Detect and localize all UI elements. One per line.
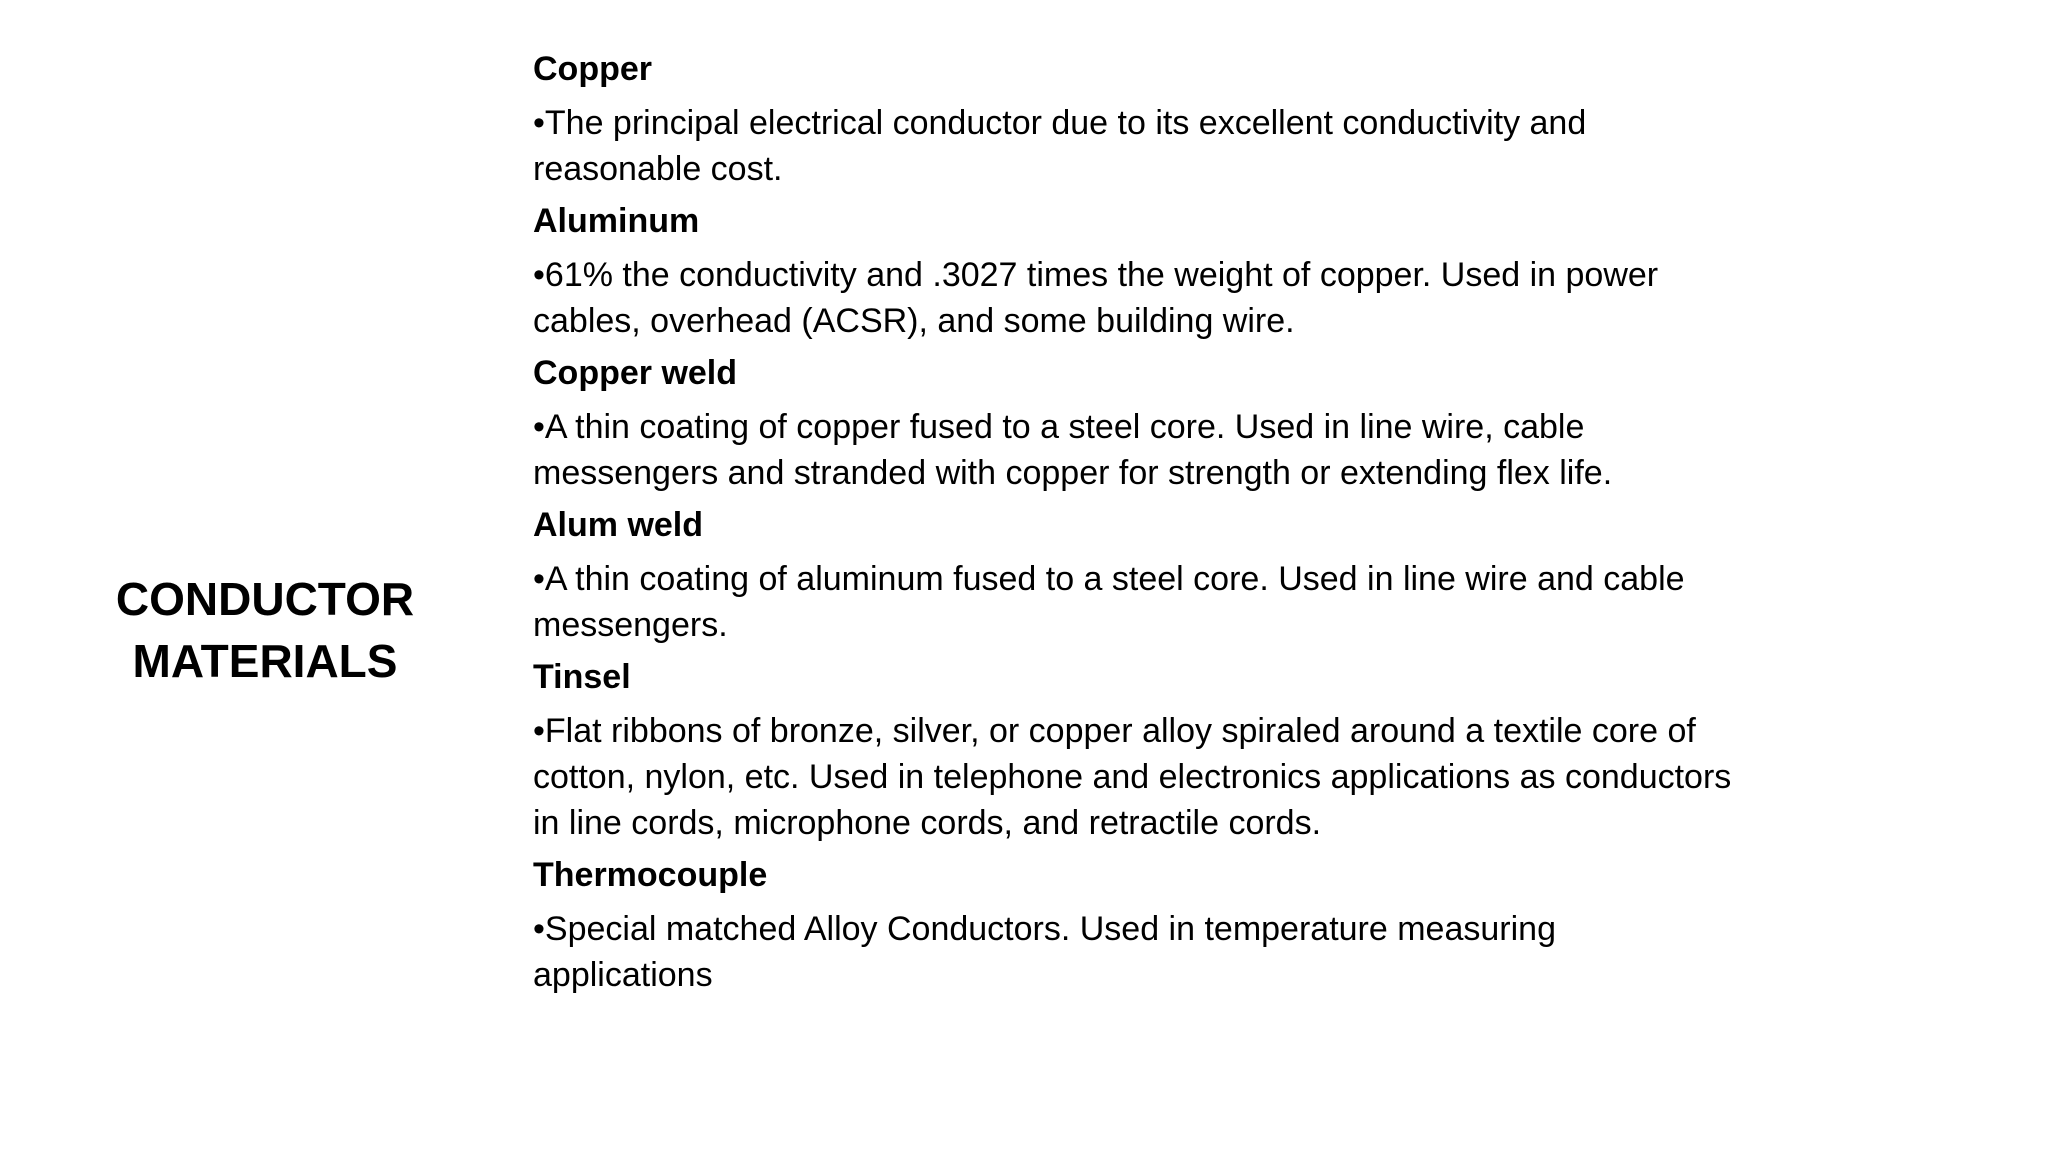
material-name: Copper weld [533, 354, 738, 392]
material-description-line: cotton, nylon, etc. Used in telephone and electronics applications as conductors [533, 758, 1732, 796]
material-copper [533, 46, 1813, 192]
material-description [533, 252, 1813, 344]
material-description-line: messengers. [533, 606, 728, 644]
material-thermocouple [533, 852, 1813, 998]
materials-list [533, 46, 1813, 1004]
slide-title-line-2: MATERIALS [132, 635, 398, 687]
material-description-line: •Special matched Alloy Conductors. Used in temperature measuring [533, 910, 1556, 948]
material-alum-weld [533, 502, 1813, 648]
material-tinsel [533, 654, 1813, 846]
slide-title-line-1: CONDUCTOR [115, 573, 415, 625]
material-description-line: •The principal electrical conductor due to its excellent conductivity and [533, 104, 1587, 142]
material-description-line: messengers and stranded with copper for strength or extending flex life. [533, 454, 1613, 492]
material-description [533, 906, 1813, 998]
material-description-line: •Flat ribbons of bronze, silver, or copper alloy spiraled around a textile core of [533, 712, 1696, 750]
material-description [533, 708, 1813, 846]
material-copper-weld [533, 350, 1813, 496]
material-description-line: reasonable cost. [533, 150, 783, 188]
material-description-line: •A thin coating of aluminum fused to a steel core. Used in line wire and cable [533, 560, 1685, 598]
material-description-line: •61% the conductivity and .3027 times the weight of copper. Used in power [533, 256, 1659, 294]
material-description-line: •A thin coating of copper fused to a steel core. Used in line wire, cable [533, 408, 1585, 446]
material-description-line: in line cords, microphone cords, and retractile cords. [533, 804, 1322, 842]
material-description-line: cables, overhead (ACSR), and some building wire. [533, 302, 1295, 340]
material-description [533, 556, 1813, 648]
material-name: Tinsel [533, 658, 631, 696]
material-description [533, 404, 1813, 496]
material-name: Aluminum [533, 202, 700, 240]
material-name: Thermocouple [533, 856, 768, 894]
material-name: Copper [533, 50, 652, 88]
material-description-line: applications [533, 956, 713, 994]
slide-title [90, 568, 440, 692]
material-description [533, 100, 1813, 192]
material-aluminum [533, 198, 1813, 344]
material-name: Alum weld [533, 506, 704, 544]
